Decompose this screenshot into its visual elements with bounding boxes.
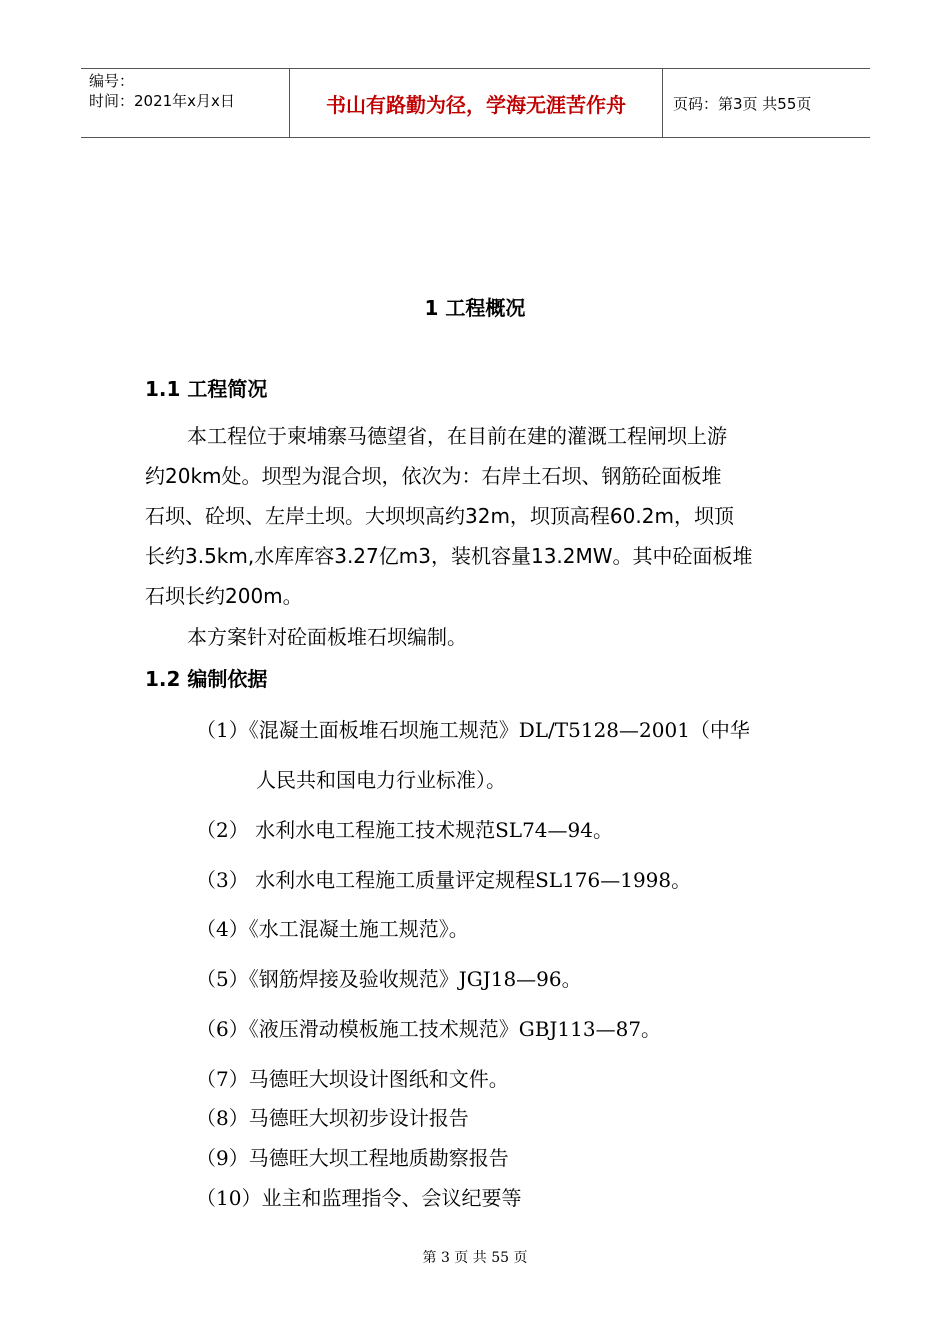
header-motto: 书山有路勤为径，学海无涯苦作舟 <box>326 92 626 117</box>
reference-item-6: （6）《液压滑动模板施工技术规范》GBJ113—87。 <box>196 1017 662 1041</box>
section-heading-1-2: 1.2 编制依据 <box>145 667 268 691</box>
paragraph-line: 约20km处。坝型为混合坝，依次为：右岸土石坝、钢筋砼面板堆 <box>145 464 722 488</box>
reference-item-4: （4）《水工混凝土施工规范》。 <box>196 917 469 941</box>
section-1-1-paragraph-2: 本方案针对砼面板堆石坝编制。 <box>187 625 467 649</box>
reference-item-3: （3） 水利水电工程施工质量评定规程SL176—1998。 <box>196 868 692 892</box>
document-number-label: 编号： <box>89 72 135 90</box>
paragraph-line: 石坝、砼坝、左岸土坝。大坝坝高约32m，坝顶高程60.2m，坝顶 <box>145 504 734 528</box>
header-page-info: 页码：第3页 共55页 <box>673 94 812 113</box>
paragraph-line: 石坝长约200m。 <box>145 584 303 608</box>
paragraph-line: 本工程位于柬埔寨马德望省，在目前在建的灌溉工程闸坝上游 <box>187 424 727 448</box>
reference-item-5: （5）《钢筋焊接及验收规范》JGJ18—96。 <box>196 967 582 991</box>
document-time-label: 时间：2021年x月x日 <box>89 92 235 110</box>
reference-item-2: （2） 水利水电工程施工技术规范SL74—94。 <box>196 818 613 842</box>
reference-item-8: （8）马德旺大坝初步设计报告 <box>196 1106 469 1130</box>
header-page-cell <box>663 69 870 137</box>
reference-item-7: （7）马德旺大坝设计图纸和文件。 <box>196 1067 509 1091</box>
reference-item-9: （9）马德旺大坝工程地质勘察报告 <box>196 1146 509 1170</box>
header-motto-cell <box>289 69 663 137</box>
header-left-cell <box>81 69 289 137</box>
reference-item-1: （1）《混凝土面板堆石坝施工规范》DL/T5128—2001（中华 <box>196 718 750 742</box>
section-1-1-paragraph <box>145 416 810 616</box>
paragraph-line: 长约3.5km,水库库容3.27亿m3，装机容量13.2MW。其中砼面板堆 <box>145 544 753 568</box>
page-header <box>81 68 870 138</box>
reference-item-10: （10）业主和监理指令、会议纪要等 <box>196 1186 522 1210</box>
section-heading-1-1: 1.1 工程简况 <box>145 377 268 401</box>
chapter-title: 1 工程概况 <box>424 296 526 320</box>
reference-item-1-continued: 人民共和国电力行业标准）。 <box>256 768 506 792</box>
page-footer: 第 3 页 共 55 页 <box>422 1250 528 1266</box>
